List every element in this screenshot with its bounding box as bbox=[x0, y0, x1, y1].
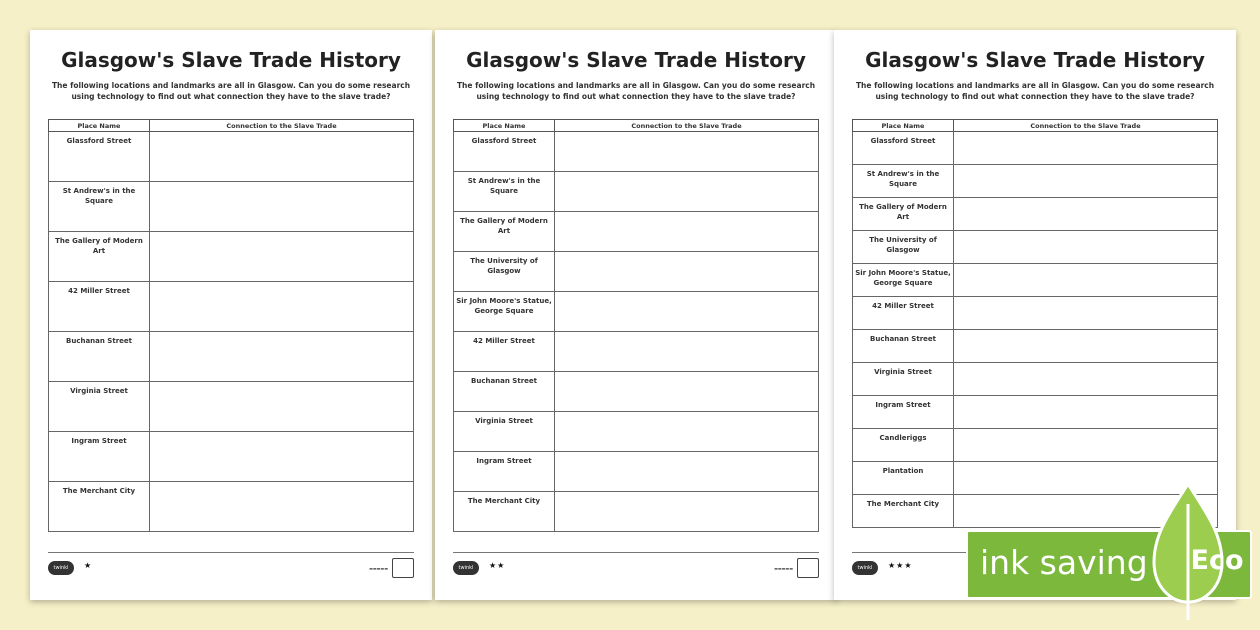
place-name-cell: The Merchant City bbox=[853, 495, 954, 528]
connection-cell[interactable] bbox=[954, 165, 1218, 198]
connection-cell[interactable] bbox=[150, 232, 414, 282]
column-header-connection: Connection to the Slave Trade bbox=[954, 120, 1218, 132]
column-header-place: Place Name bbox=[49, 120, 150, 132]
worksheet-title: Glasgow's Slave Trade History bbox=[466, 48, 806, 72]
place-name-cell: The Merchant City bbox=[49, 482, 150, 532]
table-row bbox=[454, 252, 819, 292]
twinkl-logo-icon: twinkl bbox=[453, 561, 479, 575]
column-header-connection: Connection to the Slave Trade bbox=[555, 120, 819, 132]
table-row bbox=[49, 382, 414, 432]
place-name-cell: The Merchant City bbox=[454, 492, 555, 532]
table-row bbox=[853, 330, 1218, 363]
place-name-cell: 42 Miller Street bbox=[49, 282, 150, 332]
place-name-cell: St Andrew's in the Square bbox=[454, 172, 555, 212]
footer-note: ▬▬▬▬▬ bbox=[774, 566, 793, 571]
connection-cell[interactable] bbox=[150, 132, 414, 182]
places-table bbox=[852, 119, 1218, 528]
place-name-cell: Candleriggs bbox=[853, 429, 954, 462]
connection-cell[interactable] bbox=[150, 332, 414, 382]
connection-cell[interactable] bbox=[954, 264, 1218, 297]
place-name-cell: Glassford Street bbox=[454, 132, 555, 172]
table-row bbox=[853, 198, 1218, 231]
place-name-cell: The Gallery of Modern Art bbox=[853, 198, 954, 231]
place-name-cell: Buchanan Street bbox=[454, 372, 555, 412]
connection-cell[interactable] bbox=[555, 372, 819, 412]
places-table-body bbox=[853, 132, 1218, 528]
place-name-cell: Sir John Moore's Statue, George Square bbox=[853, 264, 954, 297]
table-row bbox=[454, 332, 819, 372]
table-row bbox=[49, 332, 414, 382]
connection-cell[interactable] bbox=[150, 482, 414, 532]
places-table-body bbox=[49, 132, 414, 532]
quality-badge-icon bbox=[392, 558, 414, 578]
table-row bbox=[454, 212, 819, 252]
connection-cell[interactable] bbox=[954, 396, 1218, 429]
connection-cell[interactable] bbox=[555, 492, 819, 532]
table-row bbox=[853, 264, 1218, 297]
worksheet-footer bbox=[453, 552, 819, 581]
worksheet-preview-1 bbox=[30, 30, 432, 600]
twinkl-logo-icon: twinkl bbox=[852, 561, 878, 575]
connection-cell[interactable] bbox=[954, 363, 1218, 396]
column-header-place: Place Name bbox=[454, 120, 555, 132]
connection-cell[interactable] bbox=[954, 330, 1218, 363]
table-row bbox=[49, 182, 414, 232]
table-row bbox=[853, 363, 1218, 396]
connection-cell[interactable] bbox=[150, 282, 414, 332]
connection-cell[interactable] bbox=[150, 182, 414, 232]
connection-cell[interactable] bbox=[555, 292, 819, 332]
eco-label: Eco bbox=[1190, 545, 1244, 576]
worksheet-intro: The following locations and landmarks are all in Glasgow. Can you do some research using technology to find out what connection they have to the slave trade? bbox=[456, 81, 816, 101]
places-table-body bbox=[454, 132, 819, 532]
table-row bbox=[853, 297, 1218, 330]
connection-cell[interactable] bbox=[954, 198, 1218, 231]
place-name-cell: The University of Glasgow bbox=[853, 231, 954, 264]
quality-badge-icon bbox=[797, 558, 819, 578]
place-name-cell: Ingram Street bbox=[454, 452, 555, 492]
connection-cell[interactable] bbox=[954, 429, 1218, 462]
place-name-cell: 42 Miller Street bbox=[853, 297, 954, 330]
places-table bbox=[48, 119, 414, 532]
place-name-cell: Plantation bbox=[853, 462, 954, 495]
worksheet-footer bbox=[48, 552, 414, 581]
worksheet-preview-2 bbox=[435, 30, 837, 600]
connection-cell[interactable] bbox=[555, 132, 819, 172]
connection-cell[interactable] bbox=[150, 382, 414, 432]
table-row bbox=[853, 429, 1218, 462]
worksheet-title: Glasgow's Slave Trade History bbox=[61, 48, 401, 72]
table-row bbox=[49, 482, 414, 532]
table-row bbox=[49, 232, 414, 282]
place-name-cell: Glassford Street bbox=[853, 132, 954, 165]
column-header-connection: Connection to the Slave Trade bbox=[150, 120, 414, 132]
table-row bbox=[454, 492, 819, 532]
table-row bbox=[853, 165, 1218, 198]
column-header-place: Place Name bbox=[853, 120, 954, 132]
difficulty-stars: ★ bbox=[84, 561, 93, 570]
connection-cell[interactable] bbox=[555, 212, 819, 252]
place-name-cell: Ingram Street bbox=[49, 432, 150, 482]
worksheet-title: Glasgow's Slave Trade History bbox=[865, 48, 1205, 72]
places-table bbox=[453, 119, 819, 532]
connection-cell[interactable] bbox=[150, 432, 414, 482]
place-name-cell: Virginia Street bbox=[454, 412, 555, 452]
place-name-cell: St Andrew's in the Square bbox=[853, 165, 954, 198]
place-name-cell: Buchanan Street bbox=[49, 332, 150, 382]
footer-note: ▬▬▬▬▬ bbox=[369, 566, 388, 571]
place-name-cell: Ingram Street bbox=[853, 396, 954, 429]
table-row bbox=[454, 132, 819, 172]
twinkl-logo-icon: twinkl bbox=[48, 561, 74, 575]
connection-cell[interactable] bbox=[954, 231, 1218, 264]
connection-cell[interactable] bbox=[555, 332, 819, 372]
table-row bbox=[853, 231, 1218, 264]
ink-saving-label: ink saving bbox=[980, 543, 1148, 582]
difficulty-stars: ★★ bbox=[489, 561, 506, 570]
place-name-cell: The University of Glasgow bbox=[454, 252, 555, 292]
table-row bbox=[454, 412, 819, 452]
table-row bbox=[853, 132, 1218, 165]
worksheet-intro: The following locations and landmarks are all in Glasgow. Can you do some research using technology to find out what connection they have to the slave trade? bbox=[51, 81, 411, 101]
place-name-cell: Glassford Street bbox=[49, 132, 150, 182]
table-row bbox=[853, 396, 1218, 429]
place-name-cell: Buchanan Street bbox=[853, 330, 954, 363]
table-row bbox=[454, 172, 819, 212]
table-row bbox=[49, 282, 414, 332]
table-row bbox=[454, 452, 819, 492]
place-name-cell: The Gallery of Modern Art bbox=[454, 212, 555, 252]
connection-cell[interactable] bbox=[555, 252, 819, 292]
connection-cell[interactable] bbox=[954, 297, 1218, 330]
worksheet-intro: The following locations and landmarks are all in Glasgow. Can you do some research using technology to find out what connection they have to the slave trade? bbox=[855, 81, 1215, 101]
connection-cell[interactable] bbox=[555, 452, 819, 492]
difficulty-stars: ★★★ bbox=[888, 561, 913, 570]
connection-cell[interactable] bbox=[954, 132, 1218, 165]
place-name-cell: 42 Miller Street bbox=[454, 332, 555, 372]
place-name-cell: The Gallery of Modern Art bbox=[49, 232, 150, 282]
place-name-cell: Virginia Street bbox=[49, 382, 150, 432]
connection-cell[interactable] bbox=[555, 172, 819, 212]
table-row bbox=[454, 292, 819, 332]
table-row bbox=[49, 132, 414, 182]
place-name-cell: Virginia Street bbox=[853, 363, 954, 396]
table-row bbox=[454, 372, 819, 412]
place-name-cell: St Andrew's in the Square bbox=[49, 182, 150, 232]
connection-cell[interactable] bbox=[555, 412, 819, 452]
place-name-cell: Sir John Moore's Statue, George Square bbox=[454, 292, 555, 332]
table-row bbox=[49, 432, 414, 482]
